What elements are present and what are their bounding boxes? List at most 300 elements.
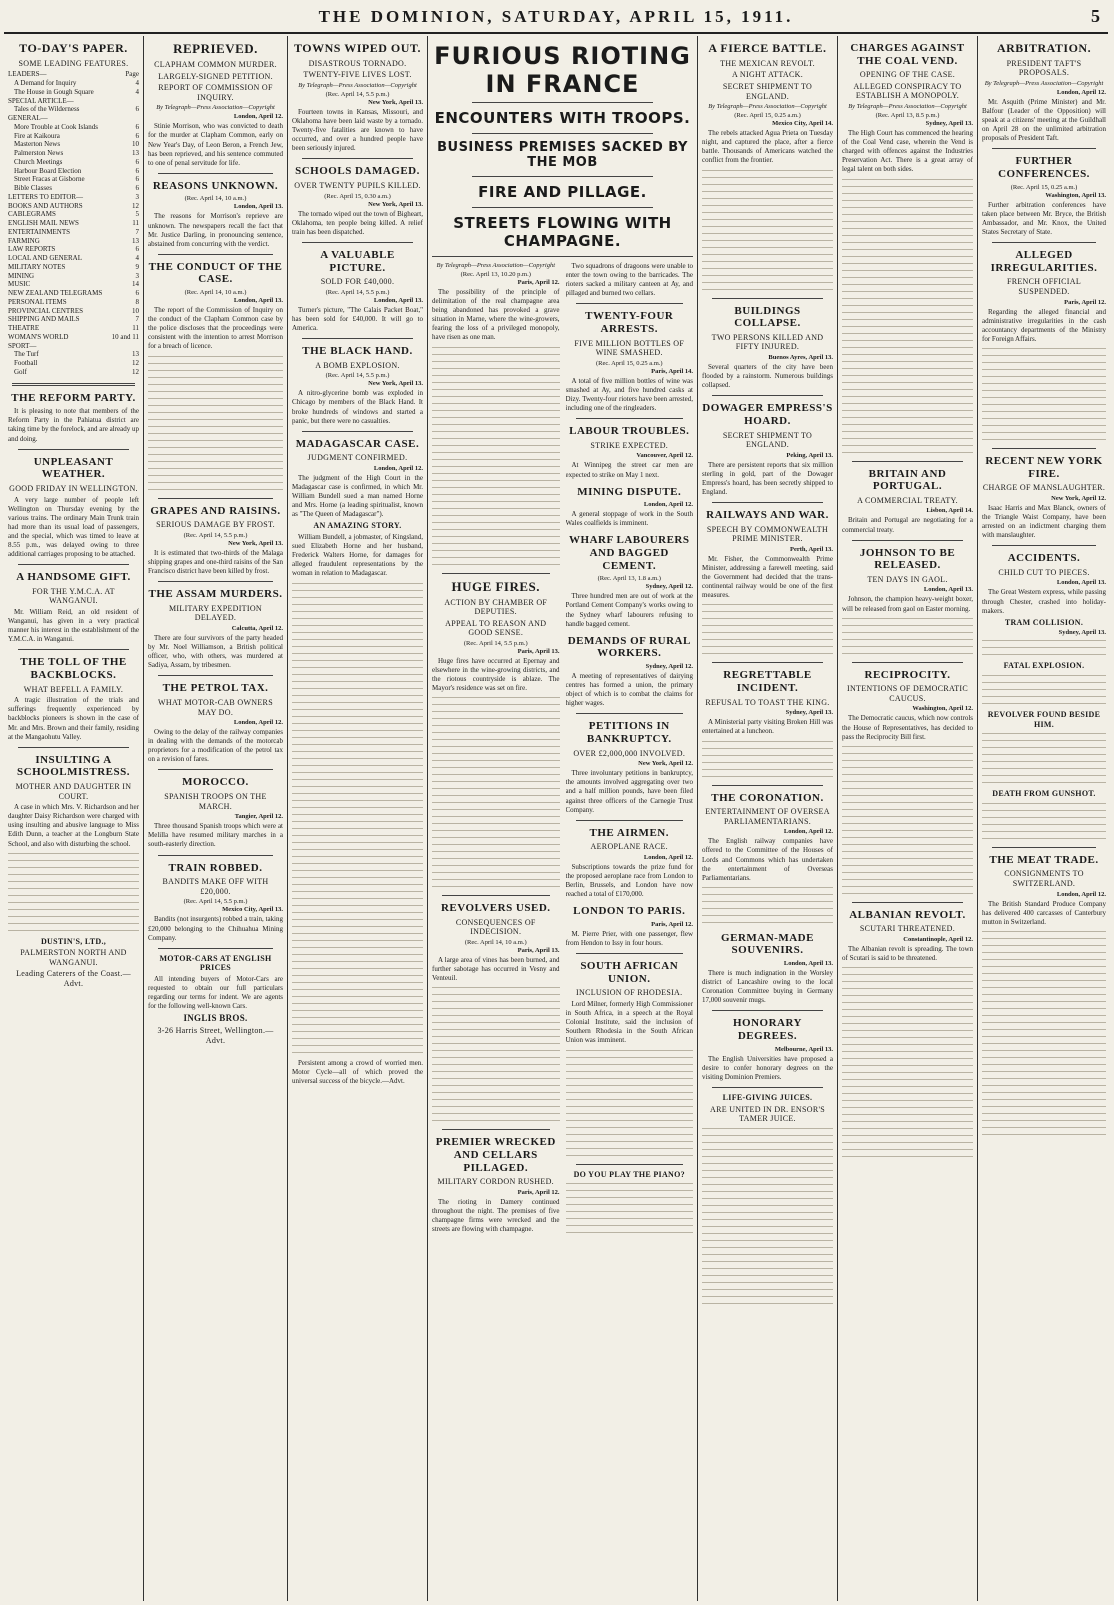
index-row — [8, 342, 139, 351]
index-entry: FARMING — [8, 236, 40, 245]
dateline: Paris, April 12. — [651, 921, 693, 929]
amazing-heading: AN AMAZING STORY. — [313, 521, 402, 531]
johnson-text: Johnson, the champion heavy-weight boxer, will be released from gaol on Easter morning. — [842, 595, 973, 613]
index-entry: ENGLISH MAIL NEWS — [8, 219, 79, 228]
dateline: Perth, April 13. — [790, 545, 833, 553]
index-row — [8, 219, 139, 228]
coal-vend-heading: CHARGES AGAINST THE COAL VEND. — [850, 42, 965, 67]
byline: By Telegraph—Press Association—Copyright — [156, 104, 275, 112]
regrettable-sub: REFUSAL TO TOAST THE KING. — [705, 697, 830, 707]
dateline: New York, April 13. — [368, 380, 423, 388]
index-entry: MUSIC — [8, 280, 31, 289]
dateline: Tangier, April 12. — [234, 813, 283, 821]
weather-heading: UNPLEASANT WEATHER. — [33, 455, 114, 481]
index-entry: SPECIAL ARTICLE— — [8, 96, 74, 105]
index-entry: ENTERTAINMENTS — [8, 227, 71, 236]
sa-union-heading: SOUTH AFRICAN UNION. — [580, 960, 679, 985]
dateline: London, April 13. — [923, 586, 973, 594]
dateline: Buenos Ayres, April 13. — [768, 354, 833, 362]
petrol-text: Owing to the delay of the railway companies in dealing with the demands of the motorcab proprietors for a modification of the petrol tax on a revision of fares. — [148, 728, 283, 764]
ad-dustins: DUSTIN'S, LTD., — [40, 936, 107, 946]
premier-heading: PREMIER WRECKED AND CELLARS PILLAGED. — [435, 1136, 556, 1174]
reprieved-sub-2: LARGELY-SIGNED PETITION. — [158, 71, 273, 81]
contents-index — [8, 70, 139, 376]
revolver-heading: REVOLVER FOUND BESIDE HIM. — [987, 709, 1101, 729]
grapes-subheading: SERIOUS DAMAGE BY FROST. — [156, 520, 275, 530]
rioting-text: The possibility of the principle of delimitation of the real champagne area being abandoned has provoked a grave situation in Marne, where the wine-growers, fearing the loss of a privileged monopoly, have risen as one man. — [432, 288, 560, 342]
morocco-subheading: SPANISH TROOPS ON THE MARCH. — [164, 792, 267, 811]
index-entry: CABLEGRAMS — [8, 210, 56, 219]
dateline: Sydney, April 13. — [925, 120, 973, 128]
index-page: 6 — [135, 166, 139, 175]
albanian-heading: ALBANIAN REVOLT. — [849, 908, 966, 921]
received-time: (Rec. April 14, 5.5 p.m.) — [325, 288, 390, 296]
amazing-text: William Bundell, a jobmaster, of Kingsland, sued Elizabeth Horne and her husband, Frederick Walters Horne, for damages for alleged fraudulent representations by the woman in relation to Madagascar. — [292, 533, 423, 578]
reasons-text: The reasons for Morrison's reprieve are unknown. The newspapers recall the fact that Mr. Justice Darling, in pronouncing sentence, abstained from concurring with the verdict. — [148, 212, 283, 248]
index-page: 6 — [135, 122, 139, 131]
dateline: Sydney, April 12. — [645, 663, 693, 671]
index-row — [8, 237, 139, 246]
premier-text: The rioting in Damery continued throughout the night. The premises of five champagne firms were wrecked and the streets are flowing with champagne. — [432, 1197, 560, 1234]
airmen-sub: AEROPLANE RACE. — [590, 842, 668, 852]
juices-ad-sub: ARE UNITED IN DR. ENSOR'S TAMER JUICE. — [710, 1104, 825, 1124]
index-page: 13 — [132, 149, 139, 158]
index-row — [8, 333, 139, 342]
index-entry: WOMAN'S WORLD — [8, 332, 69, 341]
reprieved-text: Stinie Morrison, who was convicted to death for the murder at Clapham Common, early on New Year's Day, of Leon Beron, a French Jew, has been reprieved, and his sentence commuted to one of penal servitude for life. — [148, 122, 283, 167]
irregularities-sub: FRENCH OFFICIAL SUSPENDED. — [1006, 277, 1082, 296]
index-row — [8, 307, 139, 316]
huge-fires-heading: HUGE FIRES. — [451, 578, 541, 594]
picture-subheading: SOLD FOR £40,000. — [320, 277, 395, 287]
rural-heading: DEMANDS OF RURAL WORKERS. — [567, 634, 691, 660]
dateline: London, April 13. — [1056, 579, 1106, 587]
battle-sub-3: SECRET SHIPMENT TO ENGLAND. — [722, 81, 813, 101]
index-entry: LETTERS TO EDITOR— — [8, 192, 84, 201]
towns-text: Fourteen towns in Kansas, Missouri, and Oklahoma have been laid waste by a tornado. Twenty-five fatalities are known to have occurred, and over a hundred people have been seriously injured. — [292, 107, 423, 153]
dateline: London, April 12. — [643, 854, 693, 861]
huge-fires-sub: ACTION BY CHAMBER OF DEPUTIES. — [444, 597, 548, 617]
dateline: New York, April 12. — [1051, 494, 1106, 502]
features-subheading: SOME LEADING FEATURES. — [18, 58, 129, 68]
index-page: 10 — [132, 140, 139, 149]
coal-vend-sub-1: OPENING OF THE CASE. — [859, 70, 956, 80]
index-entry: Tales of the Wilderness — [14, 105, 80, 114]
assam-text: There are four survivors of the party headed by Mr. Noel Williamson, a British political officer, who, with others, was murdered at Sadiya, Assam, by tribesmen. — [148, 633, 283, 670]
meat-text: The British Standard Produce Company has delivered 400 carcasses of Canterbury mutton in Switzerland. — [982, 899, 1106, 926]
index-page: 7 — [135, 227, 139, 236]
reprieved-sub-1: CLAPHAM COMMON MURDER. — [154, 59, 277, 69]
byline: By Telegraph—Press Association—Copyright — [436, 262, 556, 269]
received-time: (Rec. April 13, 1.8 a.m.) — [597, 575, 661, 583]
blackhand-subheading: A BOMB EXPLOSION. — [315, 360, 400, 370]
battle-sub-1: THE MEXICAN REVOLT. — [720, 58, 815, 68]
index-page: 8 — [135, 297, 139, 306]
column-3 — [288, 36, 428, 1601]
index-page: 4 — [135, 254, 139, 263]
index-page: 13 — [132, 350, 139, 359]
towns-heading: TOWNS WIPED OUT. — [293, 41, 422, 55]
index-page: 4 — [135, 87, 139, 96]
column-6 — [838, 36, 978, 1601]
premier-sub: MILITARY CORDON RUSHED. — [437, 1177, 554, 1187]
index-page: 10 and 11 — [111, 332, 139, 341]
meat-heading: THE MEAT TRADE. — [989, 853, 1099, 866]
dateline: Paris, April 12. — [517, 279, 560, 286]
index-row — [8, 167, 139, 176]
index-page: 7 — [135, 315, 139, 324]
index-page: 11 — [132, 219, 139, 228]
byline: By Telegraph—Press Association—Copyright — [298, 81, 417, 89]
regrettable-heading: REGRETTABLE INCIDENT. — [723, 669, 812, 695]
assam-subheading: MILITARY EXPEDITION DELAYED. — [169, 603, 262, 623]
train-text: Bandits (not insurgents) robbed a train, taking £20,000 belonging to the Chihuahua Mining Company. — [148, 915, 283, 942]
buildings-text: Several quarters of the city have been flooded by a rainstorm. Numerous buildings collapsed. — [702, 363, 833, 390]
dateline: London, April 12. — [783, 828, 833, 836]
index-page: 6 — [135, 245, 139, 254]
index-entry: Harbour Board Election — [14, 166, 82, 175]
main-story-columns — [432, 260, 693, 1239]
juices-ad-heading: LIFE-GIVING JUICES. — [722, 1093, 813, 1103]
dateline: Mexico City, April 14. — [772, 120, 833, 128]
coronation-heading: THE CORONATION. — [711, 791, 824, 804]
portugal-sub: A COMMERCIAL TREATY. — [857, 495, 958, 505]
column-7 — [978, 36, 1110, 1601]
coronation-text: The English railway companies have offered to the Committee of the Houses of Lords and Commons which has undertaken the entertainment of Overseas Parliamentarians. — [702, 837, 833, 882]
index-row — [8, 263, 139, 272]
labour-text: At Winnipeg the street car men are expected to strike on May 1 next. — [565, 461, 693, 479]
dowager-sub: SECRET SHIPMENT TO ENGLAND. — [722, 430, 813, 450]
albanian-sub: SCUTARI THREATENED. — [859, 924, 956, 934]
degrees-text: The English Universities have proposed a desire to confer honorary degrees on the visiting Dominion Premiers. — [702, 1054, 833, 1081]
gift-text: Mr. William Reid, an old resident of Wanganui, has given in a very practical manner his interest in the establishment of the Y.M.C.A. in Wanganui. — [8, 608, 139, 644]
dateline: London, April 12. — [643, 501, 693, 509]
index-row — [8, 105, 139, 114]
railways-text: Mr. Fisher, the Commonwealth Prime Minister, addressing a farewell meeting, said the Government had decided that the trans-continental railway would be one of the first measures. — [702, 554, 833, 600]
motorcar-ad-heading: MOTOR-CARS AT ENGLISH PRICES — [159, 953, 272, 973]
masthead-title: THE DOMINION, SATURDAY, APRIL 15, 1911. — [318, 7, 794, 26]
huge-fires-sub-2: APPEAL TO REASON AND GOOD SENSE. — [445, 618, 547, 638]
index-row — [8, 210, 139, 219]
reciprocity-text: The Democratic caucus, which now controls the House of Representatives, has decided to pass the Reciprocity Bill first. — [842, 714, 973, 741]
gift-heading: A HANDSOME GIFT. — [16, 571, 131, 584]
index-page: 10 — [132, 306, 139, 315]
accidents-text: The Great Western express, while passing through Chester, crashed into holiday-makers. — [982, 588, 1106, 615]
todays-paper-heading: TO-DAY'S PAPER. — [19, 41, 128, 55]
coal-vend-text: The High Court has commenced the hearing of the Coal Vend case, wherein the Vend is charged with offences against the Industries Preservation Act. There is a great array of legal talent on both sides. — [842, 129, 973, 174]
airmen-text: Subscriptions towards the prize fund for the proposed aeroplane race from London to Berlin, Brussels, and London have now reached a total of £170,000. — [565, 863, 693, 899]
conferences-heading: FURTHER CONFERENCES. — [998, 155, 1090, 181]
dateline: Washington, April 13. — [1045, 191, 1106, 199]
dateline: Vancouver, April 12. — [636, 452, 693, 460]
portugal-text: Britain and Portugal are negotiating for a commercial treaty. — [842, 516, 973, 534]
souvenirs-text: There is much indignation in the Worsley district of Lancashire owing to the local Coronation Committee buying in Germany 17,000 souvenir mugs. — [702, 969, 833, 1005]
reprieved-heading: REPRIEVED. — [173, 41, 258, 56]
gunshot-heading: DEATH FROM GUNSHOT. — [992, 789, 1096, 799]
madagascar-text: The judgment of the High Court in the Madagascar case is confirmed, in which Mr. William Bundell sued a man named Horne and Mrs. Horne (a leading spiritualist, known as "The Queen of Madagascar"). — [292, 473, 423, 519]
index-row — [8, 289, 139, 298]
dateline: Peking, April 13. — [786, 451, 833, 459]
index-entry: NEW ZEALAND TELEGRAMS — [8, 289, 103, 298]
dateline: Mexico City, April 13. — [222, 906, 283, 914]
index-entry: Masterton News — [14, 140, 61, 149]
index-row — [8, 202, 139, 211]
dateline: Paris, April 12. — [517, 1188, 560, 1196]
degrees-heading: HONORARY DEGREES. — [732, 1017, 802, 1043]
dateline: Sydney, April 12. — [645, 583, 693, 591]
toll-subheading: WHAT BEFELL A FAMILY. — [23, 684, 124, 694]
index-page: 12 — [132, 359, 139, 368]
insult-text: A case in which Mrs. V. Richardson and her daughter Daisy Richardson were charged with using insulting and abusive language to Miss Edith Dunn, a teacher at the Longburn State School, and also with disturbing the school. — [8, 803, 139, 848]
dateline: Constantinople, April 12. — [903, 936, 973, 943]
conduct-heading: THE CONDUCT OF THE CASE. — [148, 260, 283, 286]
train-subheading: BANDITS MAKE OFF WITH £20,000. — [162, 877, 269, 896]
arrests-text: A total of five million bottles of wine was smashed at Ay, and five hundred casks at Dizy. Twenty-four rioters have been arrested, including one of the ringleaders. — [565, 376, 693, 413]
index-entry: Fire at Kaikoura — [14, 131, 60, 140]
index-entry: MINING — [8, 271, 35, 280]
battle-text: The rebels attacked Agua Prieta on Tuesday night, and captured the place, after a fierce battle. Thousands of Americans watched the conflict from the frontier. — [702, 129, 833, 165]
schools-text: The tornado wiped out the town of Bigheart, Oklahoma, ten people being killed. A relief train has been dispatched. — [292, 209, 423, 236]
mining-heading: MINING DISPUTE. — [577, 485, 682, 498]
index-page: 3 — [135, 271, 139, 280]
railways-sub: SPEECH BY COMMONWEALTH PRIME MINISTER. — [706, 524, 829, 544]
received-time: (Rec. April 14, 5.5 p.m.) — [463, 639, 528, 647]
received-time: (Rec. April 14, 5.5 p.m.) — [183, 531, 248, 539]
columns — [4, 36, 1110, 1601]
weather-subheading: GOOD FRIDAY IN WELLINGTON. — [9, 483, 138, 493]
column-2 — [144, 36, 288, 1601]
rioting-text-cont: Two squadrons of dragoons were unable to enter the town owing to the barricades. The rioters sacked a military canteen at Ay, and pillaged and burned two cellars. — [565, 262, 693, 298]
received-time: (Rec. April 14, 5.5 p.m.) — [325, 90, 390, 98]
index-entry: BOOKS AND AUTHORS — [8, 201, 83, 210]
index-page: 6 — [135, 157, 139, 166]
buildings-heading: BUILDINGS COLLAPSE. — [734, 304, 801, 330]
index-page: Page — [125, 70, 139, 79]
index-row — [8, 228, 139, 237]
index-row — [8, 245, 139, 254]
dowager-heading: DOWAGER EMPRESS'S HOARD. — [702, 402, 833, 427]
reform-heading: THE REFORM PARTY. — [11, 391, 136, 404]
buildings-sub: TWO PERSONS KILLED AND FIFTY INJURED. — [711, 332, 824, 352]
index-row — [8, 140, 139, 149]
main-story-right — [566, 260, 694, 1239]
ad-dustins-tagline: Leading Caterers of the Coast.—Advt. — [16, 969, 131, 989]
souvenirs-heading: GERMAN-MADE SOUVENIRS. — [721, 931, 814, 957]
received-time: (Rec. April 14, 5.5 p.m.) — [183, 898, 248, 906]
towns-sub-1: DISASTROUS TORNADO. — [308, 58, 407, 68]
dateline: New York, April 13. — [368, 98, 423, 106]
bankruptcy-heading: PETITIONS IN BANKRUPTCY. — [586, 720, 672, 746]
index-page: 5 — [135, 210, 139, 219]
index-row — [8, 280, 139, 289]
portugal-heading: BRITAIN AND PORTUGAL. — [868, 467, 947, 493]
dateline: London, April 12. — [373, 464, 423, 472]
dateline: Washington, April 12. — [912, 705, 973, 713]
dateline: Lisbon, April 14. — [926, 507, 973, 515]
index-page: 12 — [132, 367, 139, 376]
dowager-text: There are persistent reports that six million sterling in gold, part of the Dowager Empress's hoard, has been secretly shipped to England. — [702, 460, 833, 497]
received-time: (Rec. April 14, 5.5 p.m.) — [325, 372, 390, 380]
index-row — [8, 79, 139, 88]
index-page: 6 — [135, 289, 139, 298]
dateline: London, April 13. — [783, 960, 833, 968]
index-row — [8, 272, 139, 281]
fire-headline: FIRE AND PILLAGE. — [478, 183, 647, 201]
main-story-left — [432, 260, 560, 1239]
index-entry: Bible Classes — [14, 184, 52, 193]
arbitration-heading: ARBITRATION. — [996, 41, 1092, 55]
sa-union-sub: INCLUSION OF RHODESIA. — [576, 988, 683, 998]
index-row — [8, 193, 139, 202]
revolvers-text: A large area of vines has been burned, and further sabotage has occurred in Vesny and Venteuil. — [432, 956, 560, 983]
index-entry: LEADERS— — [8, 70, 47, 79]
index-entry: GENERAL— — [8, 114, 48, 123]
mining-text: A general stoppage of work in the South Wales coalfields is imminent. — [565, 510, 693, 528]
wharf-heading: WHARF LABOURERS AND BAGGED CEMENT. — [569, 534, 690, 572]
index-page: 6 — [135, 105, 139, 114]
battle-sub-2: A NIGHT ATTACK. — [731, 70, 804, 80]
index-row — [8, 88, 139, 97]
index-row — [8, 114, 139, 123]
index-row — [8, 175, 139, 184]
dateline: London, April 13. — [233, 297, 283, 305]
motorcycle-ad: Persistent among a crowd of worried men. Motor Cycle—all of which proved the universal success of the bicycle.—Advt. — [292, 1058, 423, 1085]
bankruptcy-sub: OVER £2,000,000 INVOLVED. — [573, 748, 686, 758]
index-entry: THEATRE — [8, 324, 40, 333]
index-page: 3 — [135, 192, 139, 201]
index-entry: LAW REPORTS — [8, 245, 56, 254]
index-page: 6 — [135, 175, 139, 184]
ad-dustins-place: PALMERSTON NORTH AND WANGANUI. — [20, 948, 127, 967]
labour-sub: STRIKE EXPECTED. — [590, 440, 669, 450]
arrests-heading: TWENTY-FOUR ARRESTS. — [585, 310, 674, 336]
railways-heading: RAILWAYS AND WAR. — [706, 509, 829, 522]
index-row — [8, 298, 139, 307]
index-row — [8, 97, 139, 106]
dateline: London, April 12. — [233, 113, 283, 121]
piano-ad-heading: DO YOU PLAY THE PIANO? — [573, 1169, 685, 1179]
petrol-subheading: WHAT MOTOR-CAB OWNERS MAY DO. — [158, 697, 273, 717]
ad-inglis-address: 3-26 Harris Street, Wellington.—Advt. — [157, 1026, 274, 1045]
dateline: Sydney, April 13. — [1058, 629, 1106, 637]
byline: By Telegraph—Press Association—Copyright — [848, 103, 967, 111]
troops-headline: ENCOUNTERS WITH TROOPS. — [434, 109, 691, 127]
index-entry: A Demand for Inquiry — [14, 79, 77, 88]
dateline: London, April 12. — [1056, 890, 1106, 898]
index-entry: SPORT— — [8, 341, 37, 350]
received-time: (Rec. April 13, 8.5 p.m.) — [875, 112, 940, 120]
dateline: London, April 12. — [233, 719, 283, 727]
weather-text: A very large number of people left Wellington on Thursday evening by the various trains. The ordinary Main Trunk train had more than its usual load of passengers, and the special, which was timed to leave at 8.55 p.m., was delayed owing to three additional carriages proposing to be attached. — [8, 495, 139, 559]
bankruptcy-text: Three involuntary petitions in bankruptcy, the amounts involved aggregating over two and a half million pounds, have been filed against three officers of the Carnegie Trust Company. — [565, 769, 693, 814]
ny-fire-text: Isaac Harris and Max Blanck, owners of the Triangle Waist Company, have been arrested on an indictment charging them with manslaughter. — [982, 503, 1106, 540]
index-row — [8, 149, 139, 158]
wharf-text: Three hundred men are out of work at the Portland Cement Company's works owing to the Sydney wharf labourers refusing to handle bagged cement. — [565, 592, 693, 628]
index-page: 9 — [135, 262, 139, 271]
index-row — [8, 254, 139, 263]
accidents-heading: ACCIDENTS. — [1007, 552, 1081, 565]
meat-sub: CONSIGNMENTS TO SWITZERLAND. — [1004, 869, 1084, 888]
revolvers-sub: CONSEQUENCES OF INDECISION. — [455, 917, 536, 937]
index-entry: Golf — [14, 367, 27, 376]
towns-sub-2: TWENTY-FIVE LIVES LOST. — [303, 70, 412, 80]
motorcar-ad-text: All intending buyers of Motor-Cars are requested to obtain our full particulars regarding our terms for indent. We are agents for the following well-known Cars. — [148, 974, 283, 1011]
arbitration-text: Mr. Asquith (Prime Minister) and Mr. Balfour (Leader of the Opposition) will speak at a citizens' meeting at the Guildhall on April 28 on the unlimited arbitration proposals of President Taft. — [982, 97, 1106, 143]
index-page: 13 — [132, 236, 139, 245]
received-time: (Rec. April 13, 10.20 p.m.) — [460, 271, 531, 278]
received-time: (Rec. April 15, 0.25 a.m.) — [734, 112, 801, 120]
index-row — [8, 184, 139, 193]
toll-text: A tragic illustration of the trials and sufferings frequently experienced by backblocks pioneers is shown in the case of Mr. and Mrs. Brown and their family, residing at the Mangaohutu Valley. — [8, 696, 139, 741]
picture-heading: A VALUABLE PICTURE. — [320, 248, 395, 274]
gift-subheading: FOR THE Y.M.C.A. AT WANGANUI. — [32, 586, 115, 606]
insult-subheading: MOTHER AND DAUGHTER IN COURT. — [15, 782, 132, 801]
arbitration-sub: PRESIDENT TAFT'S PROPOSALS. — [1006, 58, 1082, 78]
index-entry: The Turf — [14, 350, 39, 359]
reciprocity-sub: INTENTIONS OF DEMOCRATIC CAUCUS. — [847, 684, 968, 703]
index-entry: Palmerston News — [14, 149, 64, 158]
irregularities-text: Regarding the alleged financial and administrative irregularities in the cash accountancy departments of the Ministry for Foreign Affairs. — [982, 307, 1106, 343]
johnson-heading: JOHNSON TO BE RELEASED. — [859, 546, 956, 572]
rioting-headline: FURIOUS RIOTING IN FRANCE — [434, 42, 691, 98]
reprieved-sub-3: REPORT OF COMMISSION OF INQUIRY. — [158, 83, 273, 102]
coronation-sub: ENTERTAINMENT OF OVERSEA PARLIAMENTARIANS. — [705, 807, 830, 826]
received-time: (Rec. April 15, 0.25 a.m.) — [1010, 183, 1078, 191]
london-paris-text: M. Pierre Prier, with one passenger, flew from Hendon to Issy in four hours. — [565, 930, 693, 948]
dateline: New York, April 13. — [228, 539, 283, 547]
received-time: (Rec. April 15, 0.30 a.m.) — [324, 192, 391, 200]
byline: By Telegraph—Press Association—Copyright — [984, 79, 1104, 87]
index-page: 12 — [132, 201, 139, 210]
johnson-sub: TEN DAYS IN GAOL. — [867, 574, 948, 584]
received-time: (Rec. April 14, 10 a.m.) — [464, 939, 527, 947]
blackhand-text: A nitro-glycerine bomb was exploded in Chicago by members of the Black Hand. It broke hundreds of windows and started a panic, but there were no casualties. — [292, 389, 423, 425]
dateline: Melbourne, April 13. — [774, 1045, 833, 1053]
dateline: Paris, April 13. — [517, 947, 560, 955]
ad-inglis: INGLIS BROS. — [183, 1013, 248, 1024]
premises-headline: BUSINESS PREMISES SACKED BY THE MOB — [437, 140, 688, 170]
coal-vend-sub-2: ALLEGED CONSPIRACY TO ESTABLISH A MONOPOLY. — [853, 81, 962, 101]
labour-heading: LABOUR TROUBLES. — [569, 425, 690, 438]
index-row — [8, 324, 139, 333]
conduct-text: The report of the Commission of Inquiry on the conduct of the Clapham Common case by the police discloses that the proceedings were consistent with the intention to arrest Morrison for a breach of licence. — [148, 306, 283, 351]
dateline: Paris, April 14. — [651, 367, 693, 375]
albanian-text: The Albanian revolt is spreading. The town of Scutari is said to be threatened. — [842, 945, 973, 963]
dateline: Paris, April 13. — [517, 647, 560, 655]
index-entry: PROVINCIAL CENTRES — [8, 306, 83, 315]
irregularities-heading: ALLEGED IRREGULARITIES. — [990, 249, 1098, 274]
train-heading: TRAIN ROBBED. — [168, 861, 263, 874]
rural-text: A meeting of representatives of dairying centres has formed a union, the primary object of which is to combat the claims for higher wages. — [565, 672, 693, 708]
regrettable-text: A Ministerial party visiting Broken Hill was entertained at a luncheon. — [702, 718, 833, 736]
accidents-sub: CHILD CUT TO PIECES. — [998, 567, 1090, 577]
madagascar-heading: MADAGASCAR CASE. — [295, 437, 420, 450]
petrol-heading: THE PETROL TAX. — [162, 682, 269, 695]
received-time: (Rec. April 15, 0.25 a.m.) — [595, 359, 663, 367]
index-page: 6 — [135, 184, 139, 193]
index-row — [8, 123, 139, 132]
airmen-heading: THE AIRMEN. — [589, 826, 669, 839]
page-number: 5 — [1091, 6, 1100, 26]
sa-union-text: Lord Milner, formerly High Commissioner in South Africa, in a speech at the Royal Colonial Institute, said the inclusion of Southern Rhodesia in the South African Union was imminent. — [565, 1000, 693, 1045]
index-page: 11 — [132, 324, 139, 333]
london-paris-heading: LONDON TO PARIS. — [573, 905, 686, 918]
index-row — [8, 70, 139, 79]
arrests-sub: FIVE MILLION BOTTLES OF WINE SMASHED. — [574, 338, 685, 358]
dateline: Sydney, April 13. — [785, 709, 833, 717]
index-page: 4 — [135, 79, 139, 88]
index-page: 6 — [135, 131, 139, 140]
